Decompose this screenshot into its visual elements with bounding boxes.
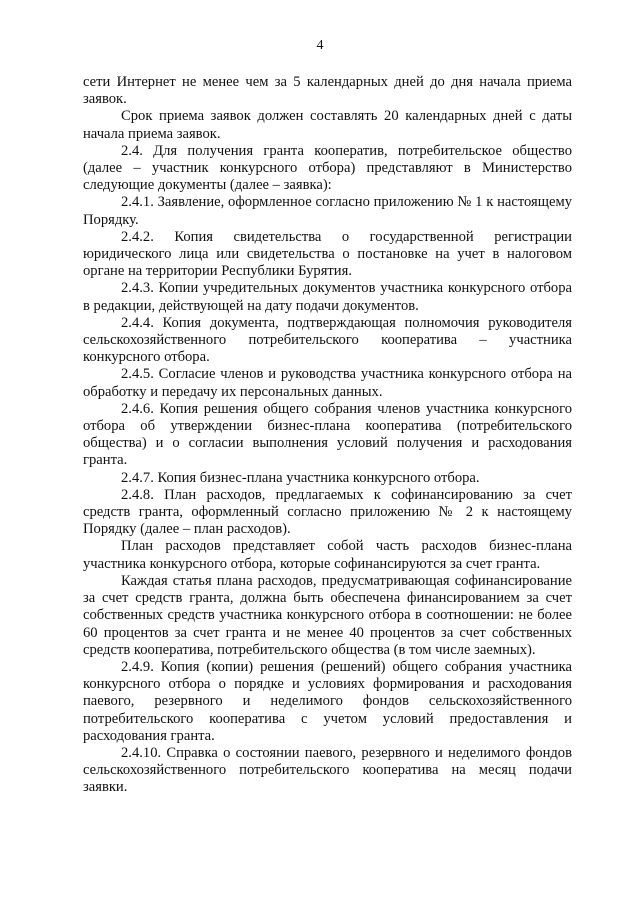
paragraph-2-4-7: 2.4.7. Копия бизнес-плана участника конкурсного отбора. (121, 469, 480, 486)
document-body (83, 74, 572, 797)
paragraph-2-4-1: 2.4.1. Заявление, оформленное согласно приложению № 1 к настоящему Порядку. (83, 194, 572, 228)
paragraph-2-4-10: 2.4.10. Справка о состоянии паевого, резервного и неделимого фондов сельскохозяйственного потребительского кооператива на месяц подачи заявки. (83, 744, 572, 796)
paragraph-expense-plan: План расходов представляет собой часть расходов бизнес-плана участника конкурсного отбора, которые софинансируются за счет гранта. (83, 538, 572, 572)
page-number: 4 (316, 38, 324, 53)
paragraph-2-4-8: 2.4.8. План расходов, предлагаемых к софинансированию за счет средств гранта, оформленный согласно приложению № 2 к настоящему Порядку (далее – план расходов). (83, 486, 572, 538)
paragraph-2-4-5: 2.4.5. Согласие членов и руководства участника конкурсного отбора на обработку и передачу их персональных данных. (83, 366, 572, 400)
paragraph-2-4-4: 2.4.4. Копия документа, подтверждающая полномочия руководителя сельскохозяйственного потребительского кооператива – участника конкурсного отбора. (83, 314, 572, 366)
paragraph-continuation: сети Интернет не менее чем за 5 календарных дней до дня начала приема заявок. (83, 74, 572, 108)
paragraph-application-period: Срок приема заявок должен составлять 20 календарных дней с даты начала приема заявок. (83, 108, 572, 142)
paragraph-2-4-6: 2.4.6. Копия решения общего собрания членов участника конкурсного отбора об утверждении бизнес-плана кооператива (потребительского общества) и о согласии выполнения условий получения и расходования гранта. (83, 400, 572, 469)
paragraph-2-4: 2.4. Для получения гранта кооператив, потребительское общество (далее – участник конкурсного отбора) представляют в Министерство следующие документы (далее – заявка): (83, 142, 572, 194)
paragraph-2-4-2: 2.4.2. Копия свидетельства о государственной регистрации юридического лица или свидетельства о постановке на учет в налоговом органе на территории Республики Бурятия. (83, 228, 572, 280)
paragraph-2-4-3: 2.4.3. Копии учредительных документов участника конкурсного отбора в редакции, действующей на дату подачи документов. (83, 280, 572, 314)
paragraph-cofinancing-ratio: Каждая статья плана расходов, предусматривающая софинансирование за счет средств гранта, должна быть обеспечена финансированием за счет собственных средств участника конкурсного отбора в соотношении: не более 60 процентов за счет гранта и не менее 40 процентов за счет собственных средств кооператива, потребительского общества (в том числе заемных). (83, 572, 572, 658)
paragraph-2-4-9: 2.4.9. Копия (копии) решения (решений) общего собрания участника конкурсного отбора о порядке и условиях формирования и расходования паевого, резервного и неделимого фондов сельскохозяйственного потребительского кооператива с учетом условий предоставления и расходования гранта. (83, 658, 572, 744)
